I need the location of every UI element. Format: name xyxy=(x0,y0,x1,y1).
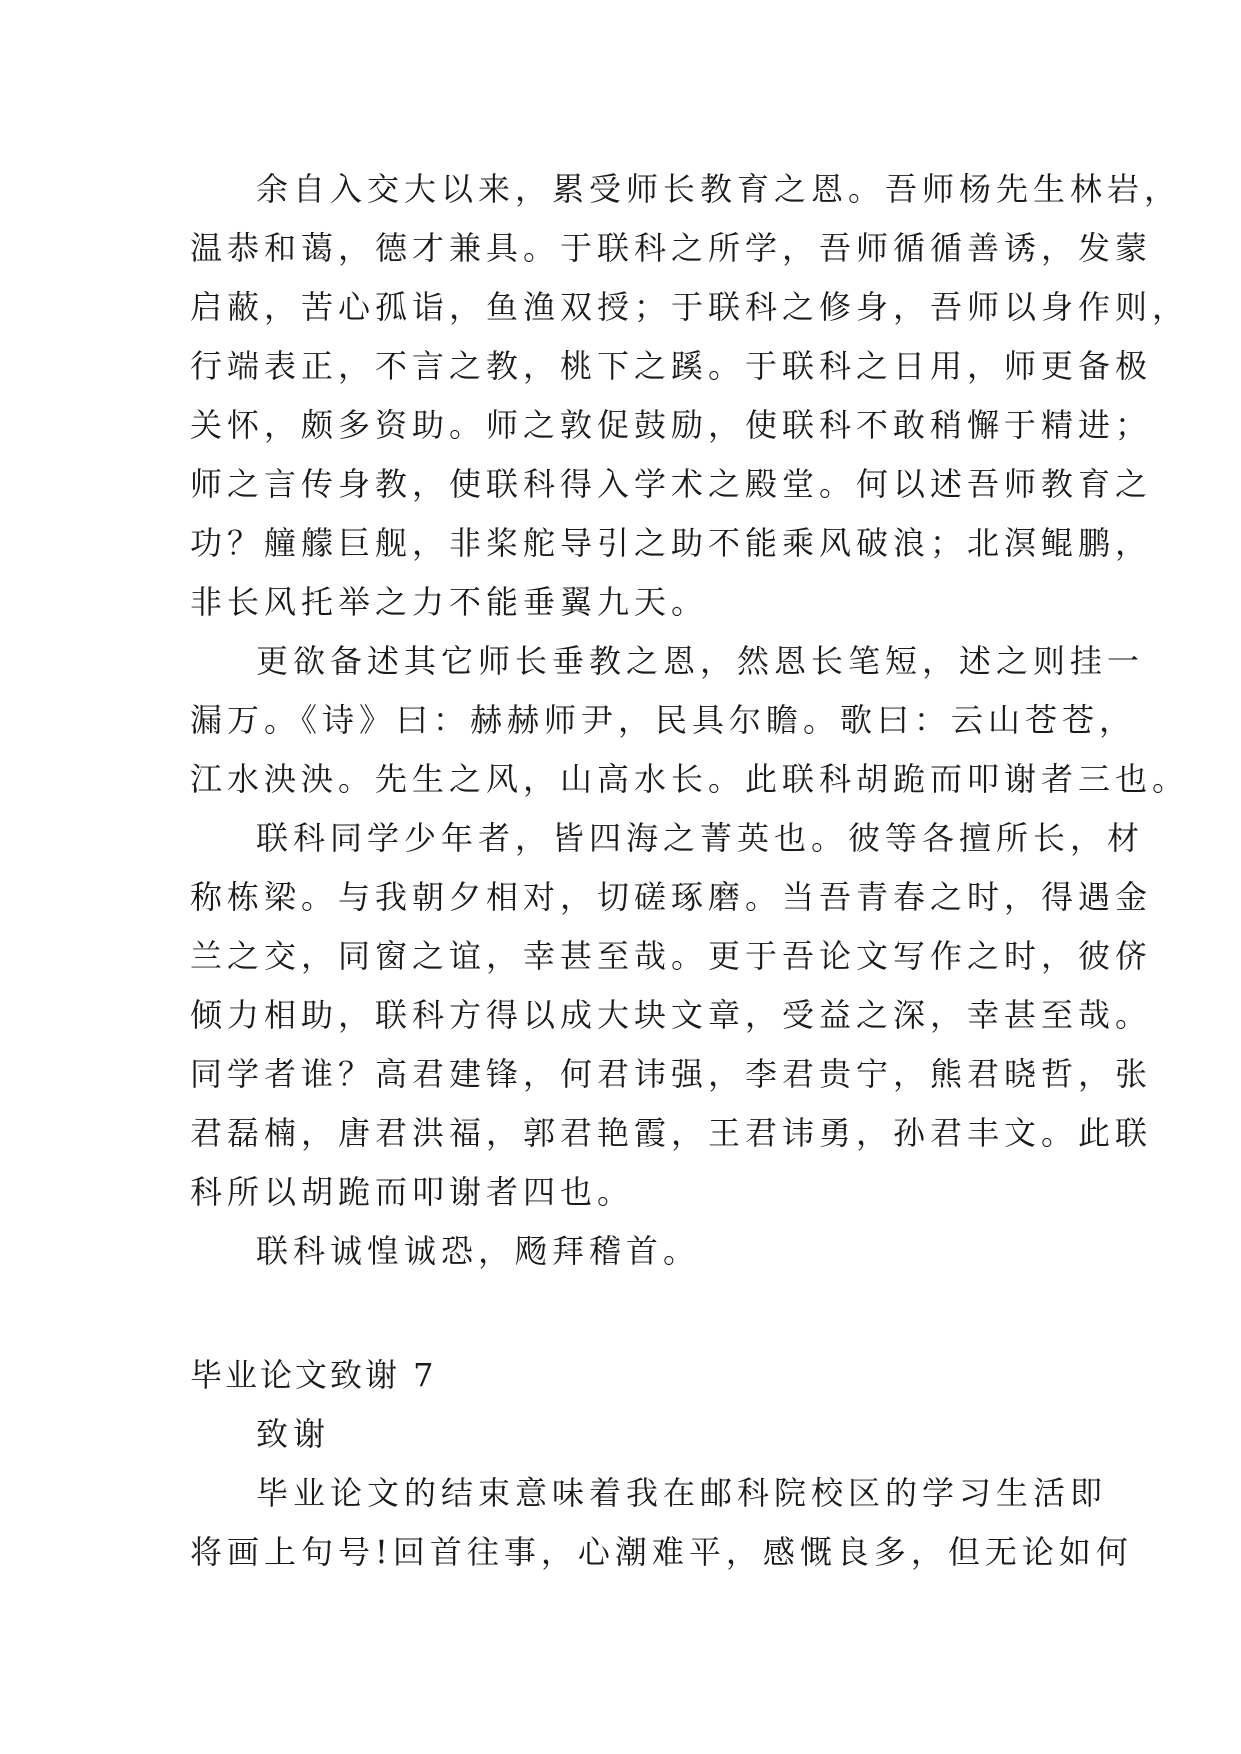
text-line: 将画上句号!回首往事，心潮难平，感慨良多，但无论如何 xyxy=(190,1533,1133,1571)
document-body xyxy=(190,160,1190,1582)
text-line: 同学者谁？高君建锋，何君讳强，李君贵宁，熊君晓哲，张 xyxy=(190,1055,1153,1093)
text-line: 漏万。《诗》曰：赫赫师尹，民具尔瞻。歌曰：云山苍苍， xyxy=(190,701,1137,739)
text-line: 非长风托举之力不能垂翼九天。 xyxy=(190,583,709,621)
text-line: 启蔽，苦心孤诣，鱼渔双授；于联科之修身，吾师以身作则， xyxy=(190,288,1190,326)
text-line: 兰之交，同窗之谊，幸甚至哉。更于吾论文写作之时，彼侪 xyxy=(190,937,1153,975)
section-title: 毕业论文致谢 7 xyxy=(190,1356,437,1394)
text-line: 君磊楠，唐君洪福，郭君艳霞，王君讳勇，孙君丰文。此联 xyxy=(190,1114,1153,1152)
text-line: 更欲备述其它师长垂教之恩，然恩长笔短，述之则挂一 xyxy=(256,642,1145,680)
text-line: 称栋梁。与我朝夕相对，切磋琢磨。当吾青春之时，得遇金 xyxy=(190,878,1153,916)
text-line: 师之言传身教，使联科得入学术之殿堂。何以述吾师教育之 xyxy=(190,465,1153,503)
text-line: 余自入交大以来，累受师长教育之恩。吾师杨先生林岩， xyxy=(256,170,1182,208)
text-line: 关怀，颇多资助。师之敦促鼓励，使联科不敢稍懈于精进； xyxy=(190,406,1153,444)
text-line: 江水泱泱。先生之风，山高水长。此联科胡跪而叩谢者三也。 xyxy=(190,760,1190,798)
text-line: 行端表正，不言之教，桃下之蹊。于联科之日用，师更备极 xyxy=(190,347,1153,385)
text-line: 联科诚惶诚恐，飏拜稽首。 xyxy=(256,1232,701,1270)
text-line: 倾力相助，联科方得以成大块文章，受益之深，幸甚至哉。 xyxy=(190,996,1153,1034)
text-line: 温恭和蔼，德才兼具。于联科之所学，吾师循循善诱，发蒙 xyxy=(190,229,1153,267)
text-line: 毕业论文的结束意味着我在邮科院校区的学习生活即 xyxy=(256,1474,1108,1512)
text-line: 联科同学少年者，皆四海之菁英也。彼等各擅所长，材 xyxy=(256,819,1145,857)
text-line: 功？艟艨巨舰，非桨舵导引之助不能乘风破浪；北溟鲲鹏， xyxy=(190,524,1153,562)
text-line: 科所以胡跪而叩谢者四也。 xyxy=(190,1173,635,1211)
section-subtitle: 致谢 xyxy=(256,1415,331,1453)
